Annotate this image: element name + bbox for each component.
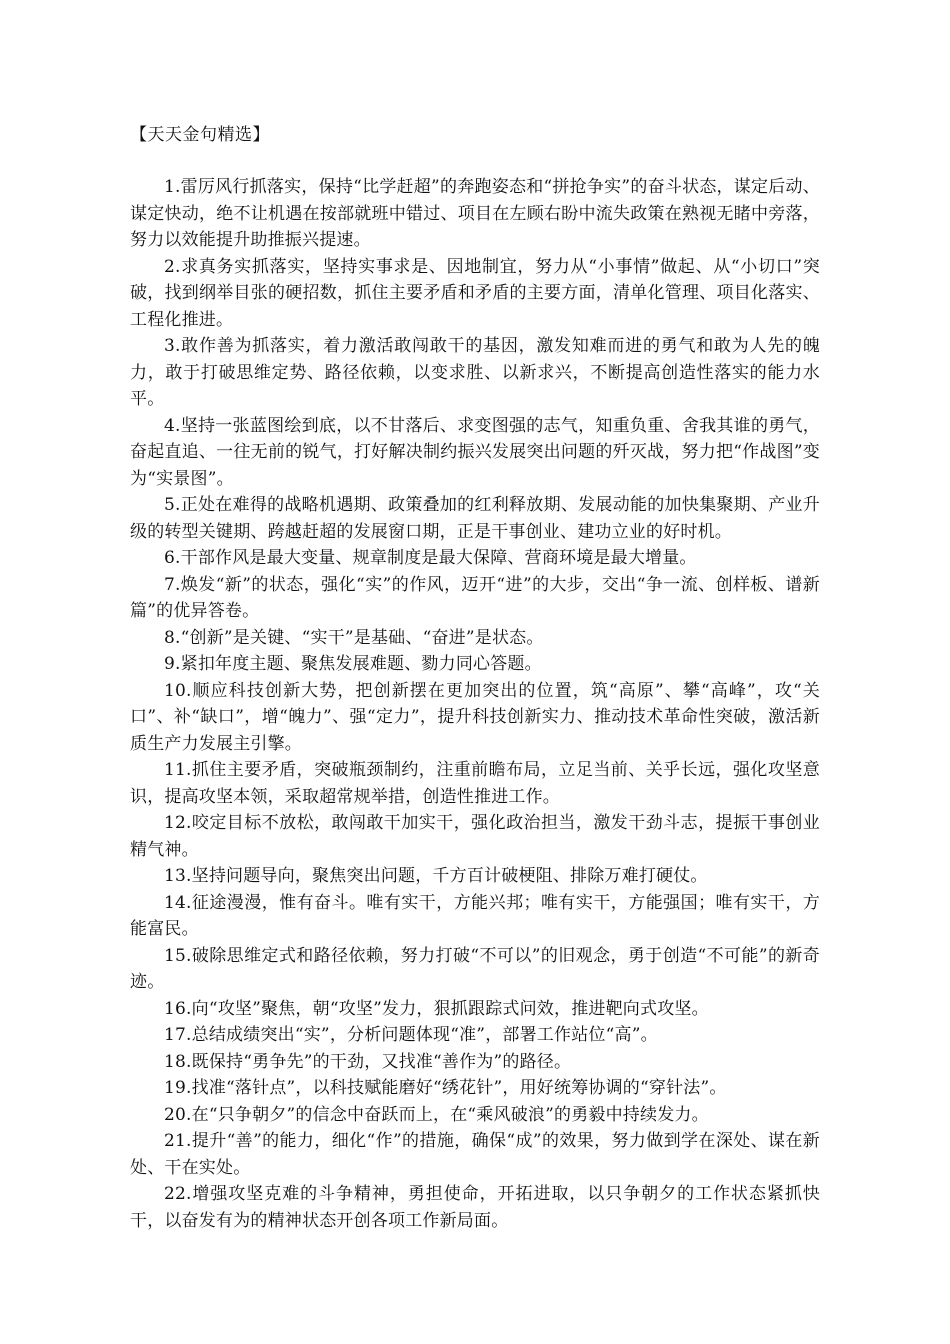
quote-item: 3.敢作善为抓落实，着力激活敢闯敢干的基因，激发知难而进的勇气和敢为人先的魄力，敢于打破思维定势、路径依赖，以变求胜、以新求兴，不断提高创造性落实的能力水平。 <box>130 336 820 409</box>
quote-item: 16.向“攻坚”聚焦，朝“攻坚”发力，狠抓跟踪式问效，推进靶向式攻坚。 <box>164 998 709 1019</box>
quote-item: 14.征途漫漫，惟有奋斗。唯有实干，方能兴邦；唯有实干，方能强国；唯有实干，方能富民。 <box>130 892 820 939</box>
quote-item: 7.焕发“新”的状态，强化“实”的作风，迈开“进”的大步，交出“争一流、创样板、谱新篇”的优异答卷。 <box>130 574 820 621</box>
quote-item: 5.正处在难得的战略机遇期、政策叠加的红利释放期、发展动能的加快集聚期、产业升级的转型关键期、跨越赶超的发展窗口期，正是干事创业、建功立业的好时机。 <box>130 495 820 542</box>
quote-item: 18.既保持“勇争先”的干劲，又找准“善作为”的路径。 <box>164 1051 572 1072</box>
quote-item: 10.顺应科技创新大势，把创新摆在更加突出的位置，筑“高原”、攀“高峰”，攻“关口”、补“缺口”，增“魄力”、强“定力”，提升科技创新实力、推动技术革命性突破，激活新质生产力发展主引擎。 <box>130 680 820 754</box>
quote-item: 9.紧扣年度主题、聚焦发展难题、勠力同心答题。 <box>164 654 542 674</box>
quote-item: 22.增强攻坚克难的斗争精神，勇担使命，开拓进取，以只争朝夕的工作状态紧抓快干，以奋发有为的精神状态开创各项工作新局面。 <box>130 1184 820 1231</box>
quote-item: 21.提升“善”的能力，细化“作”的措施，确保“成”的效果，努力做到学在深处、谋在新处、干在实处。 <box>130 1131 820 1178</box>
document-body <box>130 174 820 1234</box>
document-heading: 【天天金句精选】 <box>130 125 270 145</box>
quote-item: 19.找准“落针点”，以科技赋能磨好“绣花针”，用好统筹协调的“穿针法”。 <box>164 1078 727 1098</box>
quote-item: 13.坚持问题导向，聚焦突出问题，千方百计破梗阻、排除万难打硬仗。 <box>164 866 708 886</box>
quote-item: 17.总结成绩突出“实”，分析问题体现“准”，部署工作站位“高”。 <box>164 1025 658 1045</box>
quote-item: 11.抓住主要矛盾，突破瓶颈制约，注重前瞻布局，立足当前、关乎长远，强化攻坚意识，提高攻坚本领，采取超常规举措，创造性推进工作。 <box>130 760 820 807</box>
quote-item: 20.在“只争朝夕”的信念中奋跃而上，在“乘风破浪”的勇毅中持续发力。 <box>164 1104 709 1125</box>
quote-item: 2.求真务实抓落实，坚持实事求是、因地制宜，努力从“小事情”做起、从“小切口”突破，找到纲举目张的硬招数，抓住主要矛盾和矛盾的主要方面，清单化管理、项目化落实、工程化推进。 <box>130 256 820 330</box>
quote-item: 8.“创新”是关键、“实干”是基础、“奋进”是状态。 <box>164 627 544 648</box>
quote-item: 15.破除思维定式和路径依赖，努力打破“不可以”的旧观念，勇于创造“不可能”的新奇迹。 <box>130 945 820 992</box>
quote-item: 12.咬定目标不放松，敢闯敢干加实干，强化政治担当，激发干劲斗志，提振干事创业精气神。 <box>130 813 820 860</box>
quote-item: 6.干部作风是最大变量、规章制度是最大保障、营商环境是最大增量。 <box>164 548 697 568</box>
quote-item: 1.雷厉风行抓落实，保持“比学赶超”的奔跑姿态和“拼抢争实”的奋斗状态，谋定后动、谋定快动，绝不让机遇在按部就班中错过、项目在左顾右盼中流失政策在熟视无睹中旁落，努力以效能提升助推振兴提速。 <box>130 177 820 250</box>
quote-item: 4.坚持一张蓝图绘到底，以不甘落后、求变图强的志气，知重负重、舍我其谁的勇气，奋起直追、一往无前的锐气，打好解决制约振兴发展突出问题的歼灭战，努力把“作战图”变为“实景图”。 <box>130 415 820 489</box>
